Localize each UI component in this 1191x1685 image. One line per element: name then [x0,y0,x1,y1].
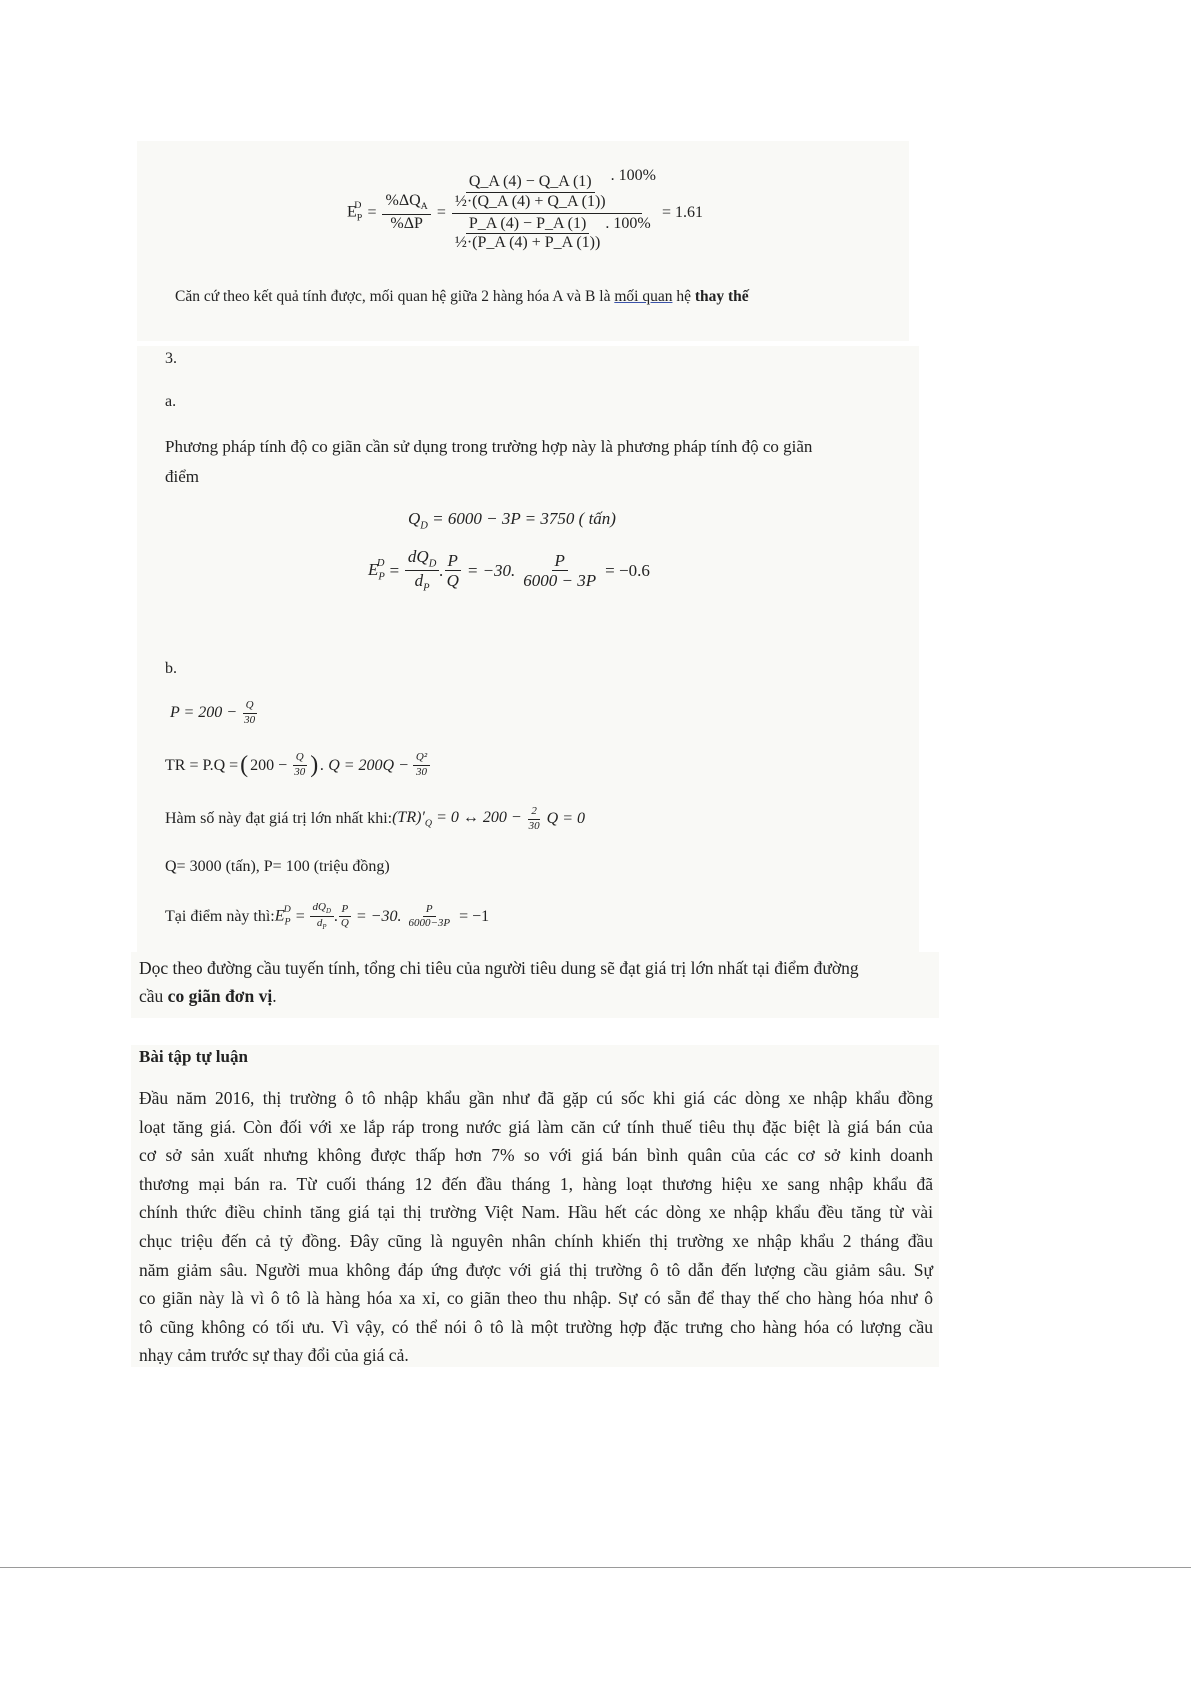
linear-demand-conclusion-1: Dọc theo đường cầu tuyến tính, tổng chi tiêu của người tiêu dung sẽ đạt giá trị lớn nhất tại điểm đường [139,958,859,978]
essay-line: cơ sở sản xuất nhưng không được thấp hơn 7% so với giá bán bình quân của các cơ sở kinh doanh [139,1145,933,1166]
price-change-fraction: $\frac{P\_A (4) - P\_A (1)}{\text{½·(P\_A (4) + P\_A (1))}}$ [454,214,601,252]
demand-quantity-equation: $Q_D = 6000 - 3P = 3750$ ( tấn) [408,509,616,532]
equilibrium-values: Q= 3000 (tấn), P= 100 (triệu đồng) [165,858,390,875]
point-elasticity-equation: $E_P^D$ = $\frac{dQ_D}{d_P}$ . $\frac{P}{Q}$ = −30. $\frac{P}{6000 - 3P}$ = −0.6 [368,547,650,594]
linear-demand-conclusion-2: cầu co giãn đơn vị. [139,986,277,1006]
essay-paragraph [139,1084,933,1370]
cross-elasticity-formula: $E_P^D$ = $\frac{\%\Delta Q_A}{\%\Delta P}$ = $\frac{Q\_A (4) - Q\_A (1)}{\text{½·(Q\_A (4) + Q\_A (1))}}$ . 100% $\frac{P\_A (4) - P\_A (1)}{\text{½·(P\_A (4) + P\_A (1))}}$ . 100% = 1.61 [347,167,703,252]
quantity-change-fraction: $\frac{Q\_A (4) - Q\_A (1)}{\text{½·(Q\_A (4) + Q\_A (1))}}$ [454,172,606,210]
essay-line: thương mại bán ra. Từ cuối tháng 12 đến đầu tháng 1, hàng loạt thương hiệu xe sang nhập khẩu đã [139,1173,933,1194]
essay-line: nhạy cảm trước sự thay đổi của giá cả. [139,1345,409,1366]
essay-line: chục triệu đến cả tỷ đồng. Đây cũng là nguyên nhân chính khiến thị trường xe nhập khẩu 2 tháng đầu [139,1230,933,1251]
part-a-text-2: điểm [165,467,199,486]
essay-line: năm giảm sâu. Người mua không đáp ứng được với giá thị trường ô tô dẫn đến lượng cầu giảm sâu. Sự [139,1259,933,1280]
page-divider [0,1567,1191,1568]
percent-change-fraction: $\frac{\%\Delta Q_A}{\%\Delta P}$ [382,193,430,232]
question-number: 3. [165,350,177,367]
total-revenue-function: TR = P.Q = ( 200 − $\frac{Q}{30}$ ) . Q = 200Q − $\frac{\text{Q²}}{30}$ [165,752,430,779]
part-a-label: a. [165,393,177,410]
essay-line: Đầu năm 2016, thị trường ô tô nhập khẩu gần như đã gặp cú sốc khi giá các dòng xe nhập khẩu đồng [139,1088,933,1108]
essay-line: chính thức điều chỉnh tăng giá tại thị trường Việt Nam. Hầu hết các dòng xe nhập khẩu đều tăng từ vài [139,1202,933,1223]
part-b-label: b. [165,660,177,677]
price-function: P = 200 − $\frac{Q}{30}$ [170,699,256,726]
essay-line: tô cũng không có tối ưu. Vì vậy, có thể nói ô tô là một trường hợp đặc trưng cho hàng hóa có lượng cầu [139,1316,933,1337]
essay-line: loạt tăng giá. Còn đối với xe lắp ráp trong nước giá làm căn cứ tính thuế tiêu thụ đặc biệt là giá bán của [139,1116,933,1137]
relationship-conclusion: Căn cứ theo kết quả tính được, mối quan hệ giữa 2 hàng hóa A và B là mối quan hệ thay thế [175,288,749,305]
formula-lhs: $E_P^D$ [347,200,363,224]
formula-result: = 1.61 [661,204,703,221]
link-moi-quan[interactable]: mối quan [614,288,673,305]
part-a-text-1: Phương pháp tính độ co giãn cần sử dụng trong trường hợp này là phương pháp tính độ co giãn [165,437,813,456]
unit-elasticity-point: Tại điểm này thì: $E_P^D$ = $\frac{dQ_D}{d_P}$ . $\frac{P}{Q}$ = −30. $\frac{P}{6000-3P}$ = −1 [165,901,490,932]
maximum-condition: Hàm số này đạt giá trị lớn nhất khi: $(TR)'_Q = 0$ ↔ 200 − $\frac{2}{30}$ Q = 0 [165,805,586,832]
essay-line: co giãn này là vì ô tô là hàng hóa xa xỉ, co giãn theo thu nhập. Sự có sẵn để thay thế cho hàng hóa như ô [139,1288,933,1309]
essay-heading: Bài tập tự luận [139,1047,248,1066]
